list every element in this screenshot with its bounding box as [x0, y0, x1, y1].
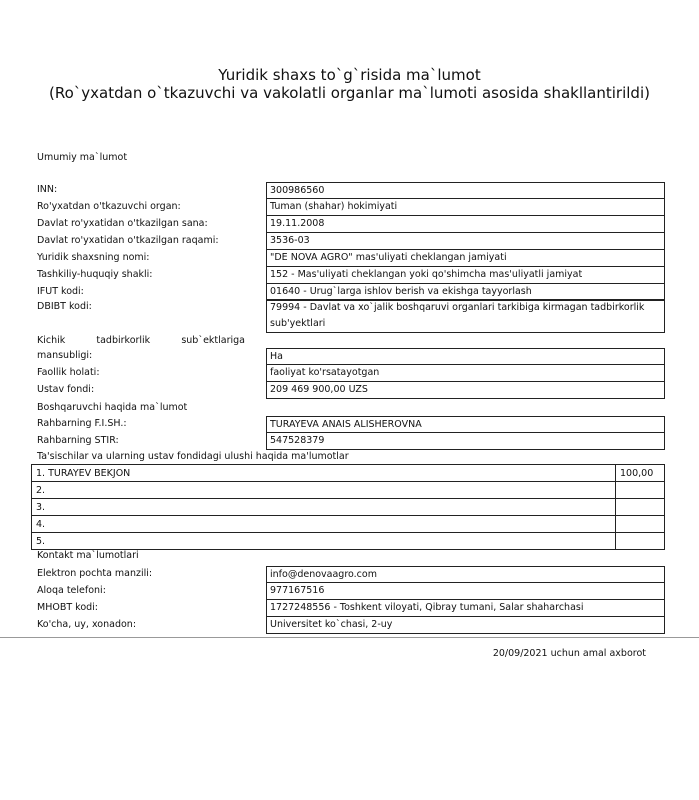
table-row	[32, 533, 665, 550]
founder-name: 3.	[32, 499, 616, 516]
field-value: TURAYEVA ANAIS ALISHEROVNA	[266, 416, 665, 433]
field-capital	[37, 382, 665, 399]
field-label: INN:	[37, 184, 58, 195]
field-label: DBIBT kodi:	[37, 301, 92, 312]
field-manager-name	[37, 416, 665, 433]
field-label: mansubligi:	[37, 350, 93, 361]
table-row	[32, 482, 665, 499]
document-subtitle: (Ro`yxatdan o`tkazuvchi va vakolatli organlar ma`lumoti asosida shakllantirildi)	[49, 84, 650, 102]
field-value: 300986560	[266, 182, 665, 199]
field-street-address	[37, 617, 665, 634]
field-manager-stir	[37, 433, 665, 450]
founder-name: 2.	[32, 482, 616, 499]
footer-note: 20/09/2021 uchun amal axborot	[492, 648, 646, 659]
table-row	[32, 499, 665, 516]
field-label: Elektron pochta manzili:	[37, 568, 153, 579]
field-dbibt-code	[37, 299, 665, 333]
field-value: 3536-03	[266, 233, 665, 250]
field-value: 209 469 900,00 UZS	[266, 382, 665, 399]
field-label: Davlat ro'yxatidan o'tkazilgan sana:	[37, 218, 208, 229]
field-value: faoliyat ko'rsatayotgan	[266, 365, 665, 382]
field-email	[37, 566, 665, 583]
field-value: Tuman (shahar) hokimiyati	[266, 199, 665, 216]
field-label: IFUT kodi:	[37, 286, 84, 297]
field-label: Faollik holati:	[37, 367, 100, 378]
field-phone	[37, 583, 665, 600]
field-label: Ko'cha, uy, xonadon:	[37, 619, 137, 630]
founder-name: 4.	[32, 516, 616, 533]
field-label: Rahbarning STIR:	[37, 435, 119, 446]
founder-share	[616, 516, 665, 533]
field-label: Yuridik shaxsning nomi:	[37, 252, 150, 263]
founder-name: 1. TURAYEV BEKJON	[32, 465, 616, 482]
field-value: Universitet ko`chasi, 2-uy	[266, 617, 665, 634]
field-label: Ro'yxatdan o'tkazuvchi organ:	[37, 201, 181, 212]
field-reg-date	[37, 216, 665, 233]
field-small-business	[37, 348, 665, 365]
field-reg-number	[37, 233, 665, 250]
field-label: Davlat ro'yxatidan o'tkazilgan raqami:	[37, 235, 219, 246]
manager-heading: Boshqaruvchi haqida ma`lumot	[37, 402, 188, 413]
small-business-word: Kichik	[37, 335, 66, 346]
field-value: Ha	[266, 348, 665, 365]
field-label: Rahbarning F.I.SH.:	[37, 418, 127, 429]
founders-table	[31, 464, 665, 550]
divider	[0, 637, 699, 638]
document-title: Yuridik shaxs to`g`risida ma`lumot	[218, 66, 481, 84]
founder-share: 100,00	[616, 465, 665, 482]
field-value: 19.11.2008	[266, 216, 665, 233]
small-business-label	[37, 335, 245, 346]
small-business-word: tadbirkorlik	[96, 335, 151, 346]
field-value: 01640 - Urug`larga ishlov berish va ekishga tayyorlash	[266, 284, 665, 301]
general-heading: Umumiy ma`lumot	[37, 152, 128, 163]
field-mhobt-code	[37, 600, 665, 617]
field-legal-form	[37, 267, 665, 284]
field-registrar	[37, 199, 665, 216]
field-value: info@denovaagro.com	[266, 566, 665, 583]
field-value: 1727248556 - Toshkent viloyati, Qibray tumani, Salar shaharchasi	[266, 600, 665, 617]
founder-share	[616, 499, 665, 516]
field-label: MHOBT kodi:	[37, 602, 99, 613]
founder-share	[616, 482, 665, 499]
field-value: 547528379	[266, 433, 665, 450]
field-value: 152 - Mas'uliyati cheklangan yoki qo'shimcha mas'uliyatli jamiyat	[266, 267, 665, 284]
field-value: 977167516	[266, 583, 665, 600]
contact-heading: Kontakt ma`lumotlari	[37, 550, 139, 561]
field-label: Tashkiliy-huquqiy shakli:	[37, 269, 153, 280]
founder-share	[616, 533, 665, 550]
field-label: Aloqa telefoni:	[37, 585, 106, 596]
field-value: 79994 - Davlat va xo`jalik boshqaruvi organlari tarkibiga kirmagan tadbirkorlik sub'yektlari	[266, 299, 665, 333]
founder-name: 5.	[32, 533, 616, 550]
small-business-word: sub`ektlariga	[181, 335, 245, 346]
field-inn	[37, 182, 665, 199]
field-value: "DE NOVA AGRO" mas'uliyati cheklangan jamiyati	[266, 250, 665, 267]
field-label: Ustav fondi:	[37, 384, 95, 395]
table-row	[32, 465, 665, 482]
field-status	[37, 365, 665, 382]
table-row	[32, 516, 665, 533]
field-company-name	[37, 250, 665, 267]
founders-heading: Ta'sischilar va ularning ustav fondidagi ulushi haqida ma'lumotlar	[37, 451, 349, 462]
